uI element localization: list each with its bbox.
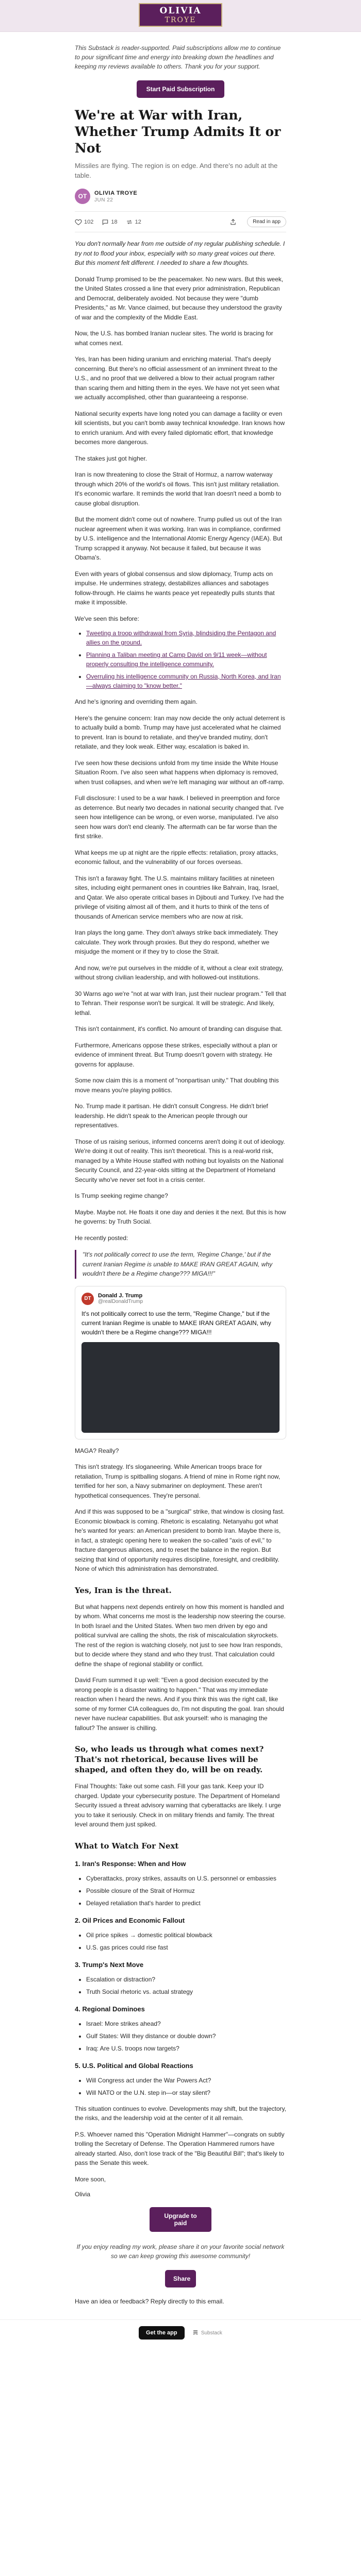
footer-brand[interactable] [193,2330,222,2336]
watch-section-title: 1. Iran's Response: When and How [75,1859,186,1868]
post-content [75,32,286,2306]
list-item [86,629,286,647]
embedded-post-image [81,1342,280,1433]
body-paragraph: But the moment didn't come out of nowhere. Trump pulled us out of the Iran nuclear agreement when it was working. Iran was in compliance, confirmed by U.S. intelligence and the International Atomic Energy Agency (IAEA). But Trump scrapped it anyway. Not because it failed, but because it was Obama's. [75,516,283,561]
list-item: • Oil price spikes → domestic political blowback [86,1930,286,1940]
share-icon [229,218,237,226]
like-count: 102 [84,218,94,225]
list-item: • Iraq: Are U.S. troops now targets? [86,2044,286,2053]
embedded-post-text: It's not politically correct to use the term, "Regime Change," but if the current Iranian Regime is unable to MAKE IRAN GREAT AGAIN, why wouldn't there be a Regime change??? MIGA!!! [81,1310,271,1336]
substack-logo-icon [193,2330,198,2335]
feedback-note: Have an idea or feedback? Reply directly to this email. [75,2298,224,2305]
embedded-post-identity [98,1293,143,1304]
body-paragraph: This isn't containment, it's conflict. No amount of branding can disguise that. [75,1025,283,1032]
restack-icon [126,218,133,226]
body-paragraph: And he's ignoring and overriding them again. [75,698,198,705]
body-paragraph: We've seen this before: [75,615,139,622]
list-item: • Truth Social rhetoric vs. actual strategy [86,1987,286,1996]
list-item-link[interactable]: Tweeting a troop withdrawal from Syria, blindsiding the Pentagon and allies on the ground. [86,630,276,646]
restack-count: 12 [135,218,141,225]
watch-section-title: 2. Oil Prices and Economic Fallout [75,1916,185,1924]
list-item [86,650,286,669]
list-item: • Gulf States: Will they distance or double down? [86,2031,286,2041]
heart-icon [75,218,82,226]
watch-section-list [75,1930,286,1952]
share-icon-button[interactable] [229,218,239,226]
body-paragraph: Yes, Iran has been hiding uranium and enriching material. That's deeply concerning. But there's no official assessment of an imminent threat to the U.S., and no proof that we delivered a blow to their actual program rather than scaring them and hitting them in the eyes. We have not yet seen what we actually accomplished, other than guaranteeing a response. [75,355,280,401]
list-item: • Israel: More strikes ahead? [86,2019,286,2028]
body-paragraph: No. Trump made it partisan. He didn't consult Congress. He didn't brief leadership. He didn't speak to the American people through our representatives. [75,1103,268,1129]
list-item: • Possible closure of the Strait of Hormuz [86,1886,286,1895]
embedded-post-avatar: DT [81,1293,94,1305]
embedded-post[interactable] [75,1286,286,1439]
list-item: • Delayed retaliation that's harder to predict [86,1899,286,1908]
body-paragraph: And now, we're put ourselves in the middle of it, without a clear exit strategy, without strong civilian leadership, and with hollowed-out institutions. [75,964,284,981]
footer-brand-label: Substack [201,2330,222,2336]
examples-list [75,629,286,690]
body-paragraph: Iran plays the long game. They don't always strike back immediately. They calculate. They work through proxies. But they do respond, whether we misjudge the moment or if they try to close the Strait. [75,929,278,955]
read-in-app-button[interactable]: Read in app [247,216,286,227]
body-paragraph: Iran is now threatening to close the Strait of Hormuz, a narrow waterway through which 20% of the world's oil flows. This isn't just military retaliation. It's economic warfare. It reminds the world that Iran doesn't need a bomb to cause global disruption. [75,471,282,507]
comment-icon [102,218,109,226]
body-paragraph: 30 Warns ago we're "not at war with Iran, just their nuclear program." Tell that to Tehran. Their response won't be surgical. It will be strategic. And likely, lethal. [75,990,286,1016]
comment-count: 18 [111,218,118,225]
logo-sub-text: TROYE [165,16,196,24]
body-paragraph: Full disclosure: I used to be a war hawk. I believed in preemption and force as deterrence. But nearly two decades in national security changed that. I've seen how intelligence can be wrong, or even worse, manipulated. I've also seen how wars don't end cleanly. The aftermath can be far worse than the first strike. [75,794,284,840]
comment-button[interactable] [102,218,117,226]
body-paragraph: You don't normally hear from me outside of my regular publishing schedule. I try not to flood your inbox, especially with so many great voices out there. But this moment felt different. I needed to share a few thoughts. [75,240,285,266]
logo-main-text: OLIVIA [159,6,202,16]
embedded-post-header [81,1293,280,1305]
section-heading: So, who leads us through what comes next? That's not rhetorical, because lives will be shaped, and often they do, will be on ready. [75,1744,264,1774]
body-paragraph: Maybe. Maybe not. He floats it one day and denies it the next. But this is how he governs: by Truth Social. [75,1208,286,1225]
restack-button[interactable] [126,218,141,226]
embedded-post-name: Donald J. Trump [98,1293,143,1299]
body-paragraph: What keeps me up at night are the ripple effects: retaliation, proxy attacks, economic fallout, and the vulnerability of our forces overseas. [75,849,278,866]
post-subtitle: Missiles are flying. The region is on edge. And there's no adult at the table. [75,162,278,179]
list-item: • Will Congress act under the War Powers Act? [86,2076,286,2085]
body-paragraph: This situation continues to evolve. Developments may shift, but the trajectory, the risks, and the leadership void at the center of it all remain. [75,2105,286,2122]
body-paragraph: MAGA? Really? [75,1447,119,1454]
body-paragraph: Those of us raising serious, informed concerns aren't doing it out of ideology. We're doing it out of reality. This isn't theoretical. This is a real-world risk, managed by a White House staffed with nothing but loyalists on the National Security Council, and 22-year-olds sitting at the Department of Homeland Security who've never set foot in a crisis center. [75,1138,285,1183]
watch-section-list [75,1975,286,1996]
body-paragraph: P.S. Whoever named this "Operation Midnight Hammer"—congrats on subtly trolling the Secretary of Defense. The Operation Hammered rumors have already started. Also, don't lose track of the "Big Beautiful Bill"; that's likely to pass the Senate this week. [75,2130,285,2166]
action-bar [75,211,286,232]
body-paragraph: Here's the genuine concern: Iran may now decide the only actual deterrent is to actually build a bomb. Trump may have just accelerated what he claimed to prevent. Iran is bound to retaliate, and they've branded mutiny, don't retaliate, and they look weak. Either way, escalation is baked in. [75,714,285,750]
share-promo-text: If you enjoy reading my work, please share it on your favorite social network so we can keep growing this awesome community! [76,2243,285,2260]
signoff: Olivia [75,2191,91,2198]
author-avatar[interactable]: OT [75,189,90,204]
body-paragraph: David Frum summed it up well: "Even a good decision executed by the wrong people is a disaster waiting to happen." That was my immediate reaction when I heard the news. And if you think this was the right call, like some of my former CIA colleagues do, I'm not disputing the goal. Iran should never have nuclear capabilities. But ask yourself: who is managing the fallout? The answer is chilling. [75,1676,284,1732]
post-title[interactable]: We're at War with Iran, Whether Trump Admits It or Not [75,108,281,156]
watch-section-title: 4. Regional Dominoes [75,2005,145,2013]
list-item: • Will NATO or the U.N. step in—or stay silent? [86,2088,286,2097]
get-the-app-button[interactable]: Get the app [139,2326,185,2340]
list-item-link[interactable]: Planning a Taliban meeting at Camp David on 9/11 week—without properly consulting the intelligence community. [86,651,267,668]
watch-section-title: 5. U.S. Political and Global Reactions [75,2061,193,2070]
body-paragraph: Even with years of global consensus and slow diplomacy, Trump acts on impulse. He undermines strategy, destabilizes alliances and sabotages follow-through. He claims he wants peace yet repeatedly pulls stunts that make it impossible. [75,570,275,606]
site-header [0,0,361,32]
body-paragraph: This isn't strategy. It's sloganeering. While American troops brace for retaliation, Trump is spitballing slogans. A friend of mine in Rome right now, terrified for her son, a Navy submariner on deployment. These aren't hypothetical consequences. They're personal. [75,1463,281,1499]
body-paragraph: Final Thoughts: Take out some cash. Fill your gas tank. Keep your ID charged. Update your cybersecurity posture. The Department of Homeland Security issued a threat advisory warning that cyberattacks are likely. I urge you to take it seriously. Check in on military friends and family. The threat level around them just spiked. [75,1783,281,1828]
byline [75,189,286,204]
list-item-link[interactable]: Overruling his intelligence community on Russia, North Korea, and Iran—always claiming to "know better." [86,673,281,689]
body-paragraph: More soon, [75,2175,106,2183]
body-paragraph: Is Trump seeking regime change? [75,1192,168,1199]
list-item [86,672,286,690]
start-paid-subscription-button[interactable]: Start Paid Subscription [137,80,224,98]
body-paragraph: This isn't a faraway fight. The U.S. maintains military facilities at nineteen sites, including eight permanent ones in countries like Bahrain, Iraq, Israel, and Qatar. We also operate critical bases in Djibouti and Turkey. I've had the privilege of visiting almost all of them, and it hurts to think of the tens of thousands of American service members who are now at risk. [75,874,284,920]
section-heading: Yes, Iran is the threat. [75,1585,172,1595]
embedded-post-handle: @realDonaldTrump [98,1299,143,1304]
body-paragraph: And if this was supposed to be a "surgical" strike, that window is closing fast. Economic blowback is coming. Rhetoric is escalating. Netanyahu got what he's wanted for years: an American president to bomb Iran. Maybe there is, in fact, a strategic opening here to weaken the so-called "axis of evil," to fracture dangerous alliances, and to reset the balance in the region. But seizing that kind of opportunity requires discipline, foresight, and credibility. None of which this administration has demonstrated. [75,1508,285,1572]
site-logo[interactable] [139,3,222,27]
body-paragraph: Furthermore, Americans oppose these strikes, especially without a plan or evidence of imminent threat. But Trump doesn't govern with strategy. He governs for applause. [75,1041,277,1068]
pull-quote: "It's not politically correct to use the term, 'Regime Change,' but if the current Iranian Regime is unable to MAKE IRAN GREAT AGAIN, why wouldn't there be a Regime change??? MIGA!!!" [75,1250,286,1279]
watch-section-title: 3. Trump's Next Move [75,1960,144,1969]
watch-section-list [75,2076,286,2097]
watch-section-list [75,2019,286,2053]
body-paragraph: Some now claim this is a moment of "nonpartisan unity." That doubling this move means you're playing politics. [75,1077,279,1094]
list-item: • Escalation or distraction? [86,1975,286,1984]
list-item: • U.S. gas prices could rise fast [86,1943,286,1952]
intro-note: This Substack is reader-supported. Paid subscriptions allow me to continue to pour significant time and energy into breaking down the headlines and keeping my reviews available to others. Thank you for your support. [75,44,281,70]
section-heading: What to Watch For Next [75,1841,179,1851]
list-item: • Cyberattacks, proxy strikes, assaults on U.S. personnel or embassies [86,1874,286,1883]
page-footer [0,2319,361,2346]
byline-text [94,190,137,203]
body-paragraph: I've seen how these decisions unfold from my time inside the White House Situation Room. I've also seen what happens when diplomacy is removed, when trust collapses, and when we're left managing war without an off-ramp. [75,759,285,786]
share-button[interactable]: Share [165,2270,196,2287]
body-paragraph: But what happens next depends entirely on how this moment is handled and by whom. What concerns me most is the leadership now steering the course. In both Israel and the United States. When two men driven by ego and political survival are calling the shots, the risk of miscalculation skyrockets. The rest of the region is watching closely, not just to see how Iran responds, but to decide where they stand and who they trust. That calculation could define the shape of regional stability or conflict. [75,1603,286,1668]
post-date: JUN 22 [94,197,113,203]
like-button[interactable] [75,218,93,226]
body-paragraph: He recently posted: [75,1234,128,1242]
body-paragraph: Now, the U.S. has bombed Iranian nuclear sites. The world is bracing for what comes next. [75,330,273,347]
body-paragraph: The stakes just got higher. [75,454,147,462]
author-name[interactable]: OLIVIA TROYE [94,190,138,196]
upgrade-to-paid-button[interactable]: Upgrade to paid [150,2207,211,2232]
watch-section-list [75,1874,286,1908]
body-paragraph: Donald Trump promised to be the peacemaker. No new wars. But this week, the United States crossed a line that every prior administration, Republican and Democrat, deliberately avoided. Not because they were "dumb Presidents," as Mr. Vance claimed, but because they understood the gravity of war and the complexity of the Middle East. [75,275,284,321]
body-paragraph: National security experts have long noted you can damage a facility or even kill scientists, but you can't bomb away technical knowledge. Iran knows how to enrich uranium. And with every failed diplomatic effort, that knowledge becomes more dangerous. [75,410,285,446]
